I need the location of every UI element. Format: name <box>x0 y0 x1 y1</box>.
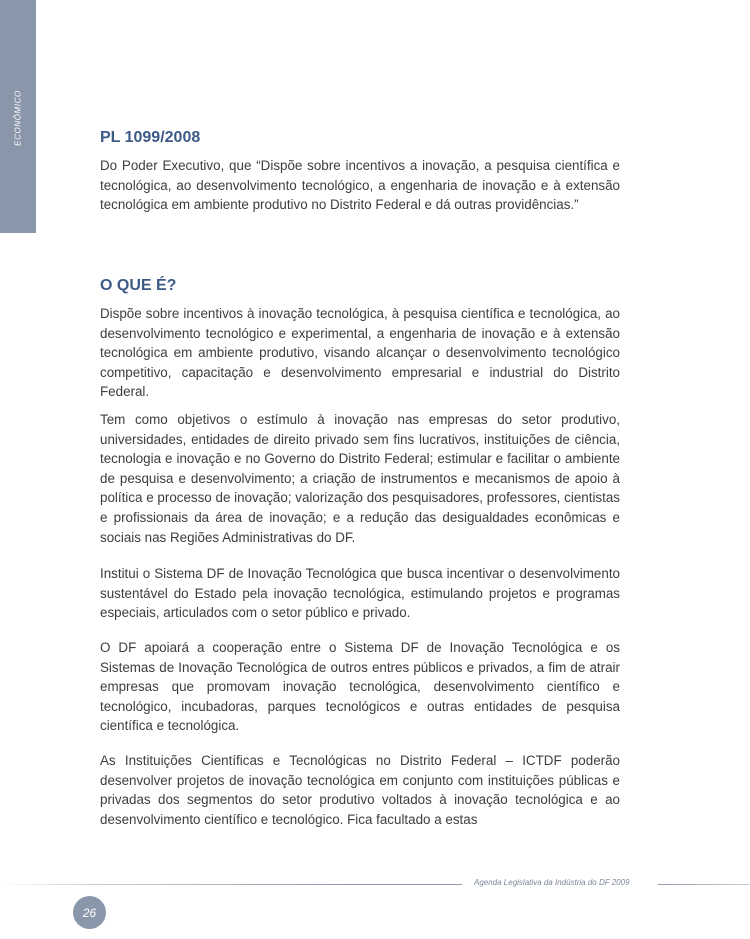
body-paragraph: Dispõe sobre incentivos à inovação tecnológica, à pesquisa científica e tecnológica, ao desenvolvimento tecnológico e experimental, a engenharia de inovação e à extensão tecnológica em ambiente produtivo, visando alcançar o desenvolvimento tecnológico competitivo, capacitação e desenvolvimento empresarial e industrial do Distrito Federal. <box>100 306 620 400</box>
footer-divider-right <box>658 884 750 885</box>
body-paragraph: Institui o Sistema DF de Inovação Tecnológica que busca incentivar o desenvolvimento sustentável do Estado pela inovação tecnológica, estimulando projetos e programas especiais, articulados com o setor público e privado. <box>100 566 620 621</box>
section-tab-label: ECONÔMICO <box>13 90 23 146</box>
bill-description: Do Poder Executivo, que “Dispõe sobre incentivos a inovação, a pesquisa científica e tecnológica, ao desenvolvimento tecnológico, a engenharia de inovação e à extensão tecnológica em ambiente produtivo no Distrito Federal e dá outras providências.” <box>100 158 620 213</box>
page-number-badge <box>73 896 106 929</box>
section-side-tab <box>0 0 36 233</box>
footer-divider-left <box>0 884 462 885</box>
body-paragraph: Tem como objetivos o estímulo à inovação nas empresas do setor produtivo, universidades, entidades de direito privado sem fins lucrativos, instituições de ciência, tecnologia e inovação e no Governo do Distrito Federal; estimular e facilitar o ambiente de pesquisa e desenvolvimento; a criação de instrumentos e mecanismos de apoio à política e processo de inovação; valorização dos pesquisadores, professores, cientistas e profissionais da área de inovação; e a redução das desigualdades econômicas e sociais nas Regiões Administrativas do DF. <box>100 412 620 545</box>
footer-publication-title: Agenda Legislativa da Indústria do DF 2009 <box>474 878 630 887</box>
body-paragraph: O DF apoiará a cooperação entre o Sistema DF de Inovação Tecnológica e os Sistemas de Inovação Tecnológica de outros entres públicos e privados, a fim de atrair empresas que promovam inovação tecnológica, desenvolvimento científico e tecnológico, incubadoras, parques tecnológicos e outras entidades de pesquisa científica e tecnológica. <box>100 640 620 734</box>
section-title: O QUE É? <box>100 277 177 294</box>
page-number: 26 <box>82 905 97 920</box>
bill-title: PL 1099/2008 <box>100 129 201 146</box>
body-paragraph: As Instituições Científicas e Tecnológicas no Distrito Federal – ICTDF poderão desenvolver projetos de inovação tecnológica em conjunto com instituições públicas e privadas dos segmentos do setor produtivo voltados à inovação tecnológica e ao desenvolvimento científico e tecnológico. Fica facultado a estas <box>100 753 620 827</box>
